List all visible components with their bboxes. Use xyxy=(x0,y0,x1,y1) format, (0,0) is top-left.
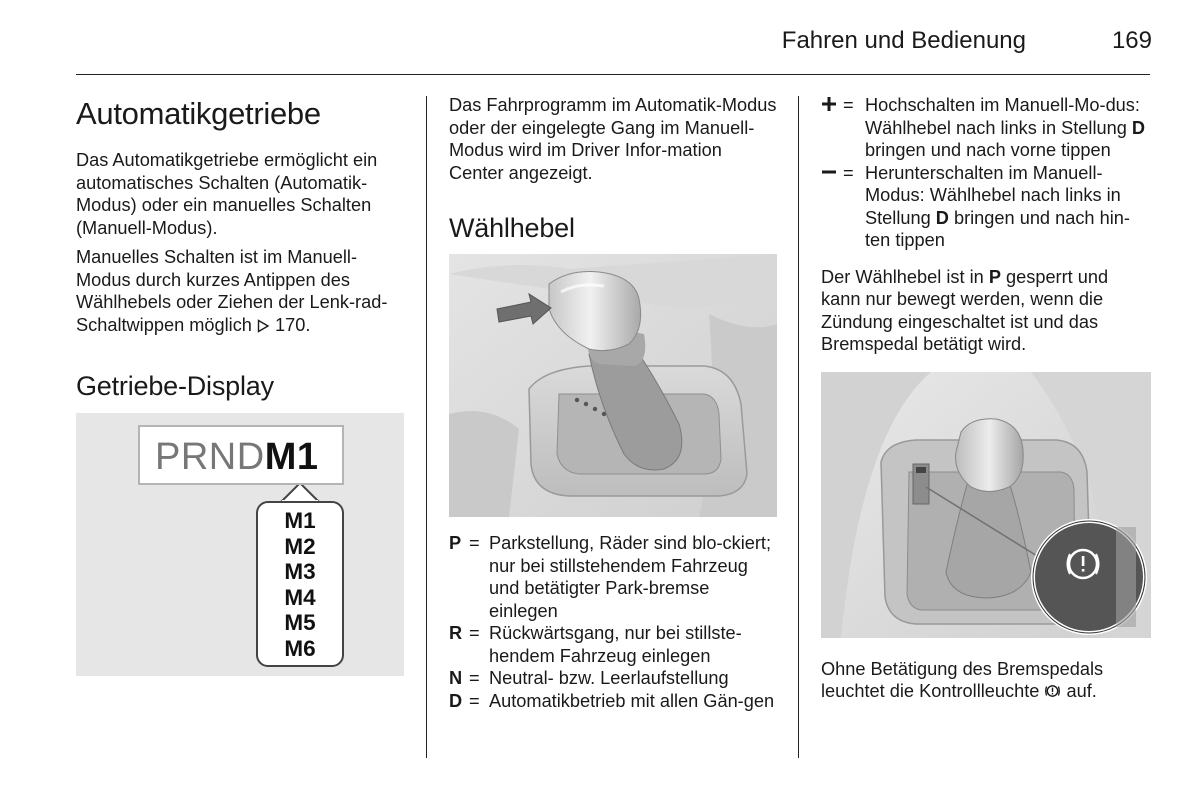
gear-range-text: PRND xyxy=(155,436,265,478)
list-item xyxy=(449,622,777,667)
equals-sign: = xyxy=(469,690,480,711)
current-gear-text: M1 xyxy=(264,436,319,478)
selector-lever-photo xyxy=(449,254,777,517)
transmission-display-figure xyxy=(76,413,404,676)
position-symbol: N xyxy=(449,668,463,688)
section-heading: Automatikgetriebe xyxy=(76,96,321,131)
page-number: 169 xyxy=(1111,27,1152,54)
gear-item: M1 xyxy=(284,508,316,533)
position-description: Automatikbetrieb mit allen Gän-gen xyxy=(489,690,775,711)
display-readout xyxy=(138,425,344,485)
column-divider-2 xyxy=(798,96,799,758)
column-3 xyxy=(821,94,1151,703)
gear-item: M2 xyxy=(284,533,316,559)
brake-indicator-photo xyxy=(821,372,1151,638)
subsection-heading: Getriebe-Display xyxy=(76,371,274,401)
brake-warning-icon xyxy=(1044,681,1061,701)
selector-lever-heading: Wählhebel xyxy=(449,213,575,243)
display-info-paragraph: Das Fahrprogramm im Automatik-Modus oder der eingelegte Gang im Manuell-Modus wird im Driver Infor-mation Center angezeigt. xyxy=(449,95,777,183)
column-2 xyxy=(449,94,777,712)
header-rule xyxy=(76,74,1150,75)
shift-down-description: Herunterschalten im Manuell-Modus: Wählhebel nach links in Stellung D bringen und nach hin-ten tippen xyxy=(865,162,1130,250)
gear-item: M4 xyxy=(284,584,316,610)
manual-shift-text: Manuelles Schalten ist im Manuell-Modus durch kurzes Antippen des Wählhebels oder Ziehen der Lenk-rad-Schaltwippen möglich xyxy=(76,247,388,335)
arrow-reference-icon xyxy=(257,315,270,335)
column-1 xyxy=(76,94,406,676)
manual-gear-list xyxy=(256,501,344,667)
equals-sign: = xyxy=(469,668,480,688)
gear-item: M5 xyxy=(284,610,316,635)
brake-indicator-caption: Ohne Betätigung des Bremspedals leuchtet die Kontrollleuchte auf. xyxy=(821,658,1104,701)
gear-position-list xyxy=(449,532,777,712)
position-description: Rückwärtsgang, nur bei stillste-hendem Fahrzeug einlegen xyxy=(489,623,742,666)
manual-shift-paragraph xyxy=(76,246,406,336)
position-symbol: P xyxy=(449,533,462,553)
equals-sign: = xyxy=(843,95,854,115)
equals-sign: = xyxy=(469,533,480,553)
gear-item: M3 xyxy=(284,559,316,584)
shift-up-item xyxy=(821,94,1151,162)
shift-up-description: Hochschalten im Manuell-Mo-dus: Wählhebel nach links in Stellung D bringen und nach vorne tippen xyxy=(865,95,1146,160)
list-item xyxy=(449,532,777,622)
intro-paragraph: Das Automatikgetriebe ermöglicht ein automatisches Schalten (Automatik-Modus) oder ein manuelles Schalten (Manuell-Modus). xyxy=(76,150,378,238)
shift-down-item xyxy=(821,162,1151,252)
gear-item: M6 xyxy=(284,635,316,661)
list-item xyxy=(449,690,777,713)
position-symbol: R xyxy=(449,623,463,643)
position-description: Parkstellung, Räder sind blo-ckiert; nur bei stillstehendem Fahrzeug und betätigter Park-bremse einlegen xyxy=(489,533,772,621)
column-divider-1 xyxy=(426,96,427,758)
plus-icon xyxy=(821,94,843,162)
minus-icon xyxy=(821,162,843,252)
equals-sign: = xyxy=(469,623,480,643)
list-item xyxy=(449,667,777,690)
lever-lock-paragraph: Der Wählhebel ist in P gesperrt und kann nur bewegt werden, wenn die Zündung eingeschaltet ist und das Bremspedal betätigt wird. xyxy=(821,266,1109,354)
equals-sign: = xyxy=(843,162,854,183)
running-header: Fahren und Bedienung xyxy=(781,27,1026,54)
position-description: Neutral- bzw. Leerlaufstellung xyxy=(489,668,729,688)
position-symbol: D xyxy=(449,690,463,711)
page-reference: 170. xyxy=(275,314,311,335)
